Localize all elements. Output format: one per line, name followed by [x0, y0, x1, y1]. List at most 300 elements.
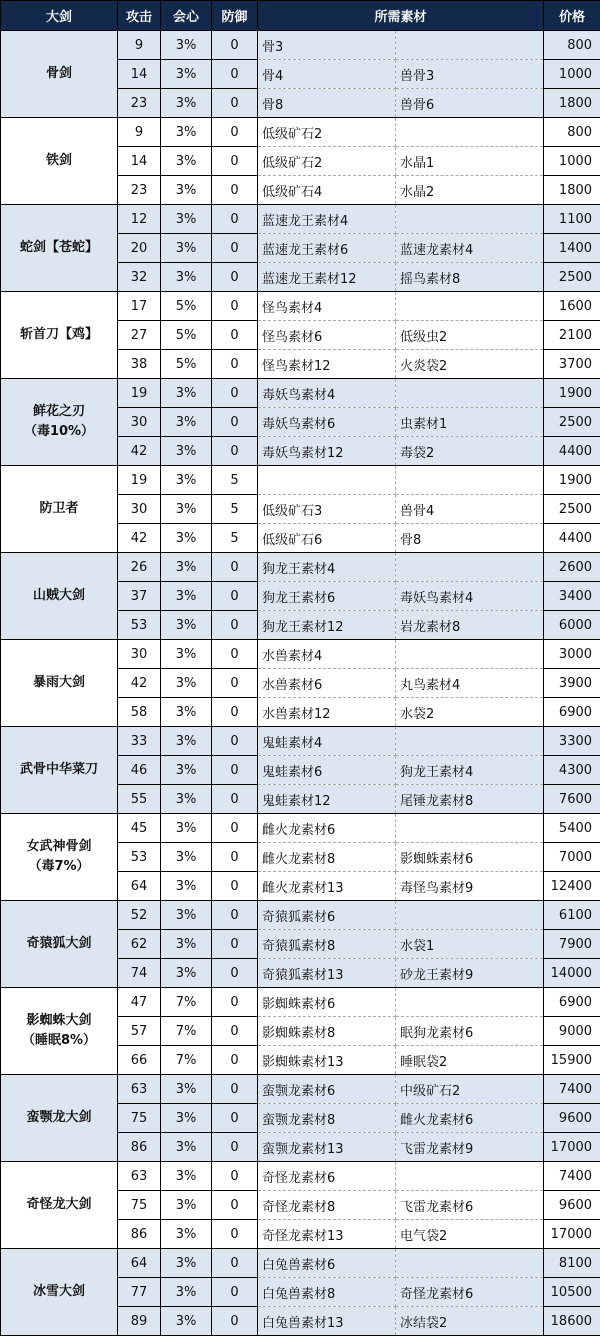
material-2-cell: 毒怪鸟素材9 [396, 872, 544, 901]
price-cell: 10500 [544, 1278, 600, 1307]
table-row [1, 553, 600, 582]
crit-cell: 3% [161, 205, 212, 234]
attack-cell: 14 [118, 147, 161, 176]
material-2-cell: 火炎袋2 [396, 350, 544, 379]
table-row [1, 1075, 600, 1104]
material-2-cell [396, 901, 544, 930]
material-1-cell: 骨4 [258, 60, 396, 89]
material-1-cell: 白兔兽素材6 [258, 1249, 396, 1278]
table-row [1, 118, 600, 147]
defense-cell: 0 [212, 698, 258, 727]
attack-cell: 89 [118, 1307, 161, 1336]
material-1-cell: 雌火龙素材13 [258, 872, 396, 901]
crit-cell: 3% [161, 1075, 212, 1104]
weapon-name: 奇怪龙大剑 [1, 1162, 118, 1249]
price-cell: 17000 [544, 1220, 600, 1249]
defense-cell: 0 [212, 176, 258, 205]
crit-cell: 3% [161, 959, 212, 988]
attack-cell: 66 [118, 1046, 161, 1075]
material-2-cell: 狗龙王素材4 [396, 756, 544, 785]
crit-cell: 3% [161, 1249, 212, 1278]
price-cell: 2500 [544, 408, 600, 437]
crit-cell: 5% [161, 292, 212, 321]
weapon-name: 女武神骨剑 （毒7%） [1, 814, 118, 901]
defense-cell: 0 [212, 1133, 258, 1162]
crit-cell: 3% [161, 727, 212, 756]
material-1-cell: 白兔兽素材13 [258, 1307, 396, 1336]
material-2-cell: 电气袋2 [396, 1220, 544, 1249]
defense-cell: 0 [212, 1191, 258, 1220]
material-2-cell: 骨8 [396, 524, 544, 553]
price-cell: 3900 [544, 669, 600, 698]
material-2-cell [396, 1162, 544, 1191]
defense-cell: 0 [212, 89, 258, 118]
price-cell: 6000 [544, 611, 600, 640]
crit-cell: 3% [161, 1220, 212, 1249]
crit-cell: 3% [161, 1307, 212, 1336]
crit-cell: 3% [161, 930, 212, 959]
material-1-cell: 鬼蛙素材6 [258, 756, 396, 785]
material-1-cell: 蓝速龙王素材6 [258, 234, 396, 263]
defense-cell: 0 [212, 901, 258, 930]
attack-cell: 19 [118, 466, 161, 495]
material-2-cell: 砂龙王素材9 [396, 959, 544, 988]
material-2-cell [396, 553, 544, 582]
attack-cell: 86 [118, 1220, 161, 1249]
attack-cell: 26 [118, 553, 161, 582]
material-2-cell [396, 205, 544, 234]
crit-cell: 5% [161, 350, 212, 379]
crit-cell: 7% [161, 1017, 212, 1046]
price-cell: 6900 [544, 988, 600, 1017]
material-1-cell: 狗龙王素材4 [258, 553, 396, 582]
defense-cell: 0 [212, 1075, 258, 1104]
price-cell: 2500 [544, 495, 600, 524]
crit-cell: 3% [161, 437, 212, 466]
attack-cell: 55 [118, 785, 161, 814]
crit-cell: 3% [161, 843, 212, 872]
price-cell: 1000 [544, 60, 600, 89]
material-2-cell: 睡眠袋2 [396, 1046, 544, 1075]
attack-cell: 45 [118, 814, 161, 843]
defense-cell: 0 [212, 727, 258, 756]
crit-cell: 3% [161, 553, 212, 582]
defense-cell: 0 [212, 437, 258, 466]
material-1-cell: 鬼蛙素材4 [258, 727, 396, 756]
header-materials: 所需素材 [258, 1, 544, 31]
price-cell: 1600 [544, 292, 600, 321]
material-2-cell [396, 466, 544, 495]
attack-cell: 52 [118, 901, 161, 930]
attack-cell: 77 [118, 1278, 161, 1307]
price-cell: 1900 [544, 379, 600, 408]
material-2-cell: 摇鸟素材8 [396, 263, 544, 292]
defense-cell: 5 [212, 466, 258, 495]
defense-cell: 0 [212, 1046, 258, 1075]
defense-cell: 0 [212, 408, 258, 437]
attack-cell: 63 [118, 1075, 161, 1104]
material-2-cell: 兽骨6 [396, 89, 544, 118]
defense-cell: 0 [212, 814, 258, 843]
attack-cell: 86 [118, 1133, 161, 1162]
table-row [1, 727, 600, 756]
weapon-name: 暴雨大剑 [1, 640, 118, 727]
material-1-cell: 影蜘蛛素材13 [258, 1046, 396, 1075]
material-1-cell: 奇怪龙素材8 [258, 1191, 396, 1220]
material-1-cell: 蛮颚龙素材13 [258, 1133, 396, 1162]
table-row [1, 814, 600, 843]
attack-cell: 75 [118, 1191, 161, 1220]
table-row [1, 1249, 600, 1278]
material-1-cell: 奇怪龙素材13 [258, 1220, 396, 1249]
header-crit: 会心 [161, 1, 212, 31]
material-1-cell: 毒妖鸟素材12 [258, 437, 396, 466]
attack-cell: 12 [118, 205, 161, 234]
crit-cell: 3% [161, 495, 212, 524]
attack-cell: 64 [118, 1249, 161, 1278]
attack-cell: 30 [118, 408, 161, 437]
table-row [1, 31, 600, 60]
material-1-cell: 鬼蛙素材12 [258, 785, 396, 814]
weapon-name: 蛇剑【苍蛇】 [1, 205, 118, 292]
defense-cell: 0 [212, 988, 258, 1017]
weapon-name: 武骨中华菜刀 [1, 727, 118, 814]
material-2-cell [396, 640, 544, 669]
price-cell: 6900 [544, 698, 600, 727]
crit-cell: 3% [161, 89, 212, 118]
material-1-cell: 奇猿狐素材8 [258, 930, 396, 959]
attack-cell: 30 [118, 495, 161, 524]
header-name: 大剑 [1, 1, 118, 31]
price-cell: 5400 [544, 814, 600, 843]
material-1-cell: 蓝速龙王素材4 [258, 205, 396, 234]
material-2-cell: 飞雷龙素材6 [396, 1191, 544, 1220]
crit-cell: 3% [161, 611, 212, 640]
defense-cell: 0 [212, 1278, 258, 1307]
crit-cell: 3% [161, 263, 212, 292]
price-cell: 1400 [544, 234, 600, 263]
material-1-cell: 水兽素材4 [258, 640, 396, 669]
defense-cell: 0 [212, 1017, 258, 1046]
price-cell: 3300 [544, 727, 600, 756]
weapon-name: 冰雪大剑 [1, 1249, 118, 1336]
material-2-cell [396, 379, 544, 408]
attack-cell: 58 [118, 698, 161, 727]
weapon-name: 影蜘蛛大剑 （睡眠8%） [1, 988, 118, 1075]
price-cell: 1900 [544, 466, 600, 495]
attack-cell: 63 [118, 1162, 161, 1191]
crit-cell: 5% [161, 321, 212, 350]
price-cell: 7400 [544, 1162, 600, 1191]
attack-cell: 53 [118, 611, 161, 640]
price-cell: 7600 [544, 785, 600, 814]
defense-cell: 0 [212, 1249, 258, 1278]
defense-cell: 0 [212, 292, 258, 321]
material-2-cell: 毒袋2 [396, 437, 544, 466]
crit-cell: 3% [161, 118, 212, 147]
defense-cell: 0 [212, 234, 258, 263]
material-1-cell: 低级矿石4 [258, 176, 396, 205]
table-row [1, 292, 600, 321]
material-1-cell: 蛮颚龙素材6 [258, 1075, 396, 1104]
attack-cell: 33 [118, 727, 161, 756]
weapon-name: 斩首刀【鸡】 [1, 292, 118, 379]
crit-cell: 3% [161, 466, 212, 495]
weapon-name: 奇猿狐大剑 [1, 901, 118, 988]
material-2-cell: 蓝速龙素材4 [396, 234, 544, 263]
material-2-cell [396, 31, 544, 60]
material-1-cell: 蓝速龙王素材12 [258, 263, 396, 292]
material-2-cell: 雌火龙素材6 [396, 1104, 544, 1133]
crit-cell: 3% [161, 524, 212, 553]
table-row [1, 205, 600, 234]
material-1-cell: 毒妖鸟素材6 [258, 408, 396, 437]
material-1-cell: 影蜘蛛素材8 [258, 1017, 396, 1046]
price-cell: 2100 [544, 321, 600, 350]
defense-cell: 0 [212, 785, 258, 814]
material-2-cell: 中级矿石2 [396, 1075, 544, 1104]
crit-cell: 3% [161, 901, 212, 930]
material-2-cell [396, 727, 544, 756]
attack-cell: 37 [118, 582, 161, 611]
material-2-cell: 虫素材1 [396, 408, 544, 437]
table-row [1, 1162, 600, 1191]
defense-cell: 0 [212, 669, 258, 698]
price-cell: 9600 [544, 1191, 600, 1220]
material-1-cell: 狗龙王素材6 [258, 582, 396, 611]
price-cell: 3700 [544, 350, 600, 379]
defense-cell: 0 [212, 147, 258, 176]
material-2-cell: 水袋2 [396, 698, 544, 727]
crit-cell: 3% [161, 640, 212, 669]
material-1-cell: 低级矿石6 [258, 524, 396, 553]
header-row [1, 1, 600, 31]
crit-cell: 3% [161, 408, 212, 437]
table-row [1, 988, 600, 1017]
material-1-cell: 奇猿狐素材13 [258, 959, 396, 988]
attack-cell: 57 [118, 1017, 161, 1046]
attack-cell: 9 [118, 31, 161, 60]
weapon-name: 鲜花之刃 （毒10%） [1, 379, 118, 466]
defense-cell: 5 [212, 524, 258, 553]
price-cell: 7000 [544, 843, 600, 872]
material-1-cell: 低级矿石2 [258, 118, 396, 147]
defense-cell: 0 [212, 1307, 258, 1336]
crit-cell: 3% [161, 379, 212, 408]
weapon-name: 防卫者 [1, 466, 118, 553]
material-1-cell: 怪鸟素材4 [258, 292, 396, 321]
price-cell: 4300 [544, 756, 600, 785]
crit-cell: 3% [161, 814, 212, 843]
defense-cell: 0 [212, 872, 258, 901]
material-2-cell: 水晶1 [396, 147, 544, 176]
material-2-cell: 毒妖鸟素材4 [396, 582, 544, 611]
price-cell: 1800 [544, 176, 600, 205]
price-cell: 15900 [544, 1046, 600, 1075]
price-cell: 2600 [544, 553, 600, 582]
material-2-cell: 影蜘蛛素材6 [396, 843, 544, 872]
weapon-name: 蛮颚龙大剑 [1, 1075, 118, 1162]
price-cell: 14000 [544, 959, 600, 988]
material-2-cell: 丸鸟素材4 [396, 669, 544, 698]
attack-cell: 42 [118, 524, 161, 553]
attack-cell: 62 [118, 930, 161, 959]
defense-cell: 0 [212, 582, 258, 611]
material-1-cell: 水兽素材6 [258, 669, 396, 698]
table-row [1, 379, 600, 408]
price-cell: 800 [544, 118, 600, 147]
material-1-cell [258, 466, 396, 495]
material-2-cell [396, 988, 544, 1017]
material-1-cell: 骨3 [258, 31, 396, 60]
table-row [1, 466, 600, 495]
crit-cell: 3% [161, 785, 212, 814]
header-attack: 攻击 [118, 1, 161, 31]
material-1-cell: 影蜘蛛素材6 [258, 988, 396, 1017]
price-cell: 7900 [544, 930, 600, 959]
defense-cell: 0 [212, 930, 258, 959]
attack-cell: 74 [118, 959, 161, 988]
material-2-cell: 尾锤龙素材8 [396, 785, 544, 814]
crit-cell: 3% [161, 872, 212, 901]
price-cell: 1800 [544, 89, 600, 118]
price-cell: 7400 [544, 1075, 600, 1104]
price-cell: 3000 [544, 640, 600, 669]
table-row [1, 901, 600, 930]
attack-cell: 38 [118, 350, 161, 379]
attack-cell: 27 [118, 321, 161, 350]
defense-cell: 0 [212, 321, 258, 350]
material-1-cell: 低级矿石2 [258, 147, 396, 176]
attack-cell: 17 [118, 292, 161, 321]
defense-cell: 0 [212, 843, 258, 872]
defense-cell: 0 [212, 60, 258, 89]
defense-cell: 0 [212, 756, 258, 785]
crit-cell: 3% [161, 698, 212, 727]
price-cell: 3400 [544, 582, 600, 611]
material-1-cell: 奇怪龙素材6 [258, 1162, 396, 1191]
material-2-cell: 兽骨3 [396, 60, 544, 89]
crit-cell: 3% [161, 234, 212, 263]
attack-cell: 23 [118, 176, 161, 205]
price-cell: 18600 [544, 1307, 600, 1336]
defense-cell: 0 [212, 379, 258, 408]
defense-cell: 0 [212, 205, 258, 234]
material-2-cell [396, 292, 544, 321]
material-1-cell: 骨8 [258, 89, 396, 118]
defense-cell: 0 [212, 1220, 258, 1249]
material-1-cell: 水兽素材12 [258, 698, 396, 727]
material-1-cell: 低级矿石3 [258, 495, 396, 524]
crit-cell: 3% [161, 582, 212, 611]
crit-cell: 3% [161, 1162, 212, 1191]
attack-cell: 19 [118, 379, 161, 408]
material-1-cell: 雌火龙素材6 [258, 814, 396, 843]
crit-cell: 3% [161, 1191, 212, 1220]
weapon-name: 山贼大剑 [1, 553, 118, 640]
crit-cell: 7% [161, 988, 212, 1017]
defense-cell: 0 [212, 1104, 258, 1133]
material-1-cell: 怪鸟素材12 [258, 350, 396, 379]
material-2-cell: 冰结袋2 [396, 1307, 544, 1336]
crit-cell: 7% [161, 1046, 212, 1075]
attack-cell: 53 [118, 843, 161, 872]
defense-cell: 0 [212, 553, 258, 582]
material-1-cell: 白兔兽素材8 [258, 1278, 396, 1307]
header-price: 价格 [544, 1, 600, 31]
material-2-cell: 奇怪龙素材6 [396, 1278, 544, 1307]
material-2-cell: 眠狗龙素材6 [396, 1017, 544, 1046]
material-2-cell [396, 1249, 544, 1278]
crit-cell: 3% [161, 1104, 212, 1133]
defense-cell: 0 [212, 611, 258, 640]
weapon-name: 铁剑 [1, 118, 118, 205]
header-defense: 防御 [212, 1, 258, 31]
attack-cell: 42 [118, 437, 161, 466]
material-1-cell: 奇猿狐素材6 [258, 901, 396, 930]
attack-cell: 75 [118, 1104, 161, 1133]
price-cell: 1000 [544, 147, 600, 176]
material-2-cell: 岩龙素材8 [396, 611, 544, 640]
price-cell: 17000 [544, 1133, 600, 1162]
price-cell: 800 [544, 31, 600, 60]
attack-cell: 42 [118, 669, 161, 698]
material-1-cell: 狗龙王素材12 [258, 611, 396, 640]
attack-cell: 46 [118, 756, 161, 785]
defense-cell: 0 [212, 263, 258, 292]
material-2-cell: 飞雷龙素材9 [396, 1133, 544, 1162]
material-2-cell: 水晶2 [396, 176, 544, 205]
crit-cell: 3% [161, 756, 212, 785]
material-1-cell: 蛮颚龙素材8 [258, 1104, 396, 1133]
table-row [1, 640, 600, 669]
crit-cell: 3% [161, 1133, 212, 1162]
defense-cell: 0 [212, 1162, 258, 1191]
attack-cell: 32 [118, 263, 161, 292]
attack-cell: 47 [118, 988, 161, 1017]
material-2-cell: 水袋1 [396, 930, 544, 959]
defense-cell: 5 [212, 495, 258, 524]
material-2-cell [396, 118, 544, 147]
price-cell: 2500 [544, 263, 600, 292]
defense-cell: 0 [212, 31, 258, 60]
defense-cell: 0 [212, 118, 258, 147]
attack-cell: 9 [118, 118, 161, 147]
crit-cell: 3% [161, 60, 212, 89]
price-cell: 6100 [544, 901, 600, 930]
defense-cell: 0 [212, 350, 258, 379]
price-cell: 8100 [544, 1249, 600, 1278]
attack-cell: 64 [118, 872, 161, 901]
material-1-cell: 雌火龙素材8 [258, 843, 396, 872]
crit-cell: 3% [161, 147, 212, 176]
attack-cell: 30 [118, 640, 161, 669]
price-cell: 1100 [544, 205, 600, 234]
price-cell: 9600 [544, 1104, 600, 1133]
material-1-cell: 毒妖鸟素材4 [258, 379, 396, 408]
crit-cell: 3% [161, 1278, 212, 1307]
attack-cell: 20 [118, 234, 161, 263]
price-cell: 9000 [544, 1017, 600, 1046]
material-2-cell: 兽骨4 [396, 495, 544, 524]
material-2-cell: 低级虫2 [396, 321, 544, 350]
weapon-name: 骨剑 [1, 31, 118, 118]
attack-cell: 14 [118, 60, 161, 89]
attack-cell: 23 [118, 89, 161, 118]
crit-cell: 3% [161, 176, 212, 205]
defense-cell: 0 [212, 959, 258, 988]
crit-cell: 3% [161, 31, 212, 60]
